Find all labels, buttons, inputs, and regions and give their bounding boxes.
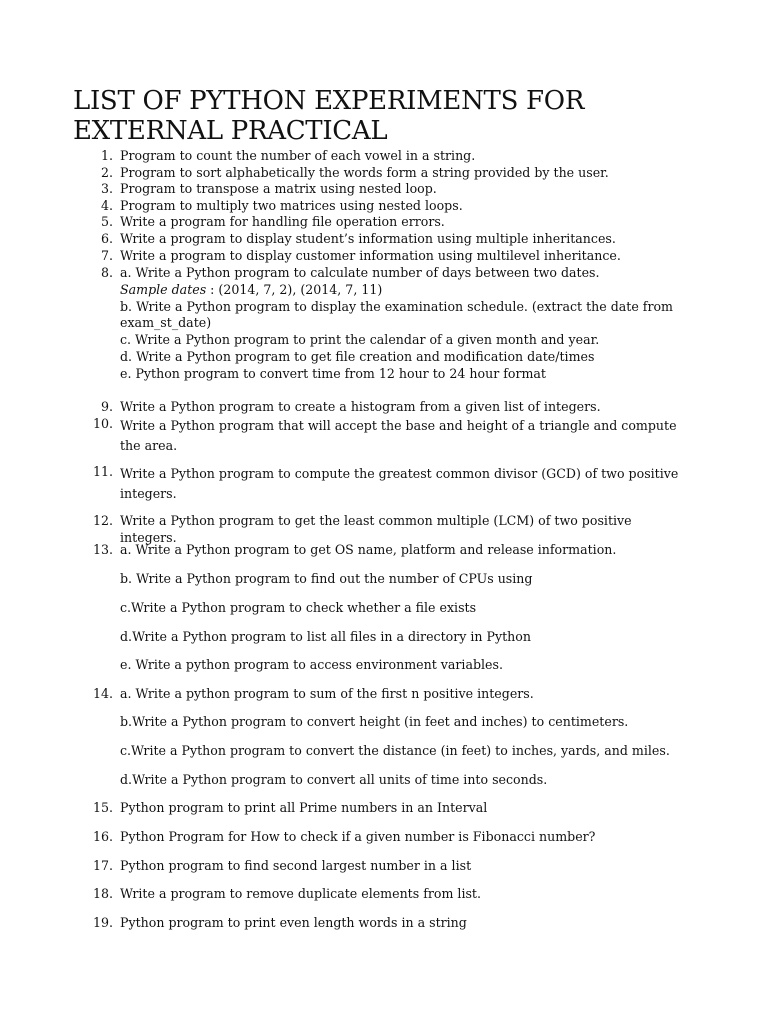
item-number: 14. (92, 685, 113, 701)
item-text: Program to count the number of each vowel in a string. (120, 148, 476, 163)
item-number: 11. (92, 464, 113, 479)
item-text: Program to multiply two matrices using nested loops. (120, 197, 463, 213)
subitem-text: b. Write a Python program to find out the number of CPUs using (120, 570, 533, 586)
subitem-text: b.Write a Python program to convert height (in feet and inches) to centimeters. (120, 714, 629, 729)
subitem-text: b. Write a Python program to display the examination schedule. (extract the date from exam_st_date) (120, 298, 673, 331)
sample-dates-line (120, 282, 688, 299)
item-number: 18. (92, 886, 113, 901)
item-number: 13. (92, 542, 113, 557)
item-text: Write a program to remove duplicate elements from list. (120, 886, 481, 901)
subitem-text: e. Write a python program to access environment variables. (120, 657, 503, 672)
item-number: 9. (100, 399, 113, 414)
subitem-text: d.Write a Python program to list all files in a directory in Python (120, 628, 531, 644)
item-text: Write a Python program to get the least common multiple (LCM) of two positive integers. (120, 513, 632, 545)
item-number: 2. (100, 164, 113, 180)
item-number: 4. (100, 197, 113, 213)
item-number: 1. (100, 148, 113, 163)
subitem-text: c. Write a Python program to print the calendar of a given month and year. (120, 332, 600, 347)
item-number: 16. (92, 828, 113, 844)
item-text: Python program to print all Prime numbers in an Interval (120, 800, 488, 815)
item-number: 7. (100, 247, 113, 263)
item-number: 8. (100, 264, 113, 280)
item-text: Write a program for handling file operation errors. (120, 214, 445, 229)
item-text: Write a Python program to create a histogram from a given list of integers. (120, 399, 601, 414)
item-text: Write a program to display student’s information using multiple inheritances. (120, 231, 616, 246)
subitem-text: e. Python program to convert time from 12 hour to 24 hour format (120, 366, 546, 381)
item-number: 15. (92, 800, 113, 815)
page-title: LIST OF PYTHON EXPERIMENTS FOR EXTERNAL PRACTICAL (73, 86, 585, 146)
item-text: a. Write a Python program to calculate number of days between two dates. (120, 264, 600, 280)
item-number: 3. (100, 181, 113, 196)
item-text: Python program to find second largest number in a list (120, 857, 472, 873)
sample-dates-label: Sample dates (120, 281, 207, 297)
item-text: Write a Python program to compute the greatest common divisor (GCD) of two positive integers. (120, 466, 679, 501)
subitem-text: d. Write a Python program to get file creation and modification date/times (120, 348, 595, 364)
item-number: 19. (92, 914, 113, 930)
item-text: Python Program for How to check if a given number is Fibonacci number? (120, 828, 596, 844)
item-text: a. Write a python program to sum of the first n positive integers. (120, 685, 534, 701)
item-text: Write a Python program that will accept the base and height of a triangle and compute the area. (120, 418, 677, 453)
subitem-text: d.Write a Python program to convert all units of time into seconds. (120, 771, 548, 787)
item-number: 10. (92, 416, 113, 431)
item-number: 6. (100, 231, 113, 246)
item-text: a. Write a Python program to get OS name, platform and release information. (120, 542, 617, 557)
item-text: Program to sort alphabetically the words form a string provided by the user. (120, 164, 609, 180)
item-text: Write a program to display customer information using multilevel inheritance. (120, 247, 621, 263)
item-number: 5. (100, 214, 113, 229)
item-text: Program to transpose a matrix using nested loop. (120, 181, 437, 196)
item-number: 12. (92, 513, 113, 528)
subitem-text: c.Write a Python program to convert the distance (in feet) to inches, yards, and miles. (120, 743, 670, 758)
item-text: Python program to print even length words in a string (120, 914, 467, 930)
subitem-text: c.Write a Python program to check whether a file exists (120, 599, 477, 615)
item-number: 17. (92, 857, 113, 873)
sample-dates-values: : (2014, 7, 2), (2014, 7, 11) (206, 281, 383, 297)
